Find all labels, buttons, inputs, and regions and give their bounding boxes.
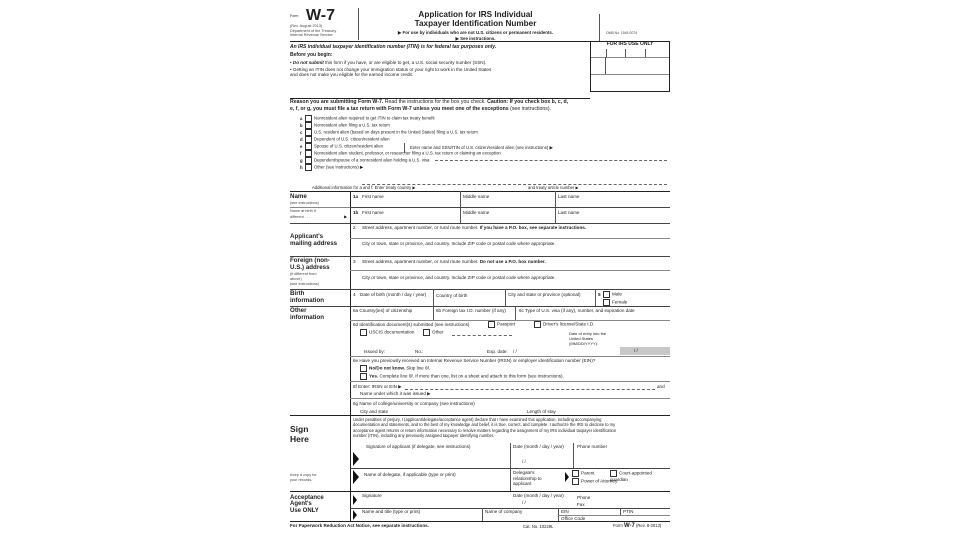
- college-company-field[interactable]: 6g Name of college/university or company (see instructions): [353, 401, 475, 406]
- sign-label-l2: Here: [290, 433, 309, 444]
- omb-divider: [599, 14, 600, 42]
- mailing-street-bold: If you have a P.O. box, see separate instructions.: [479, 225, 587, 230]
- perjury-statement: [353, 417, 669, 438]
- mailing-label-l1: Applicant's: [290, 233, 324, 240]
- agent-bottom-rule: [290, 521, 670, 522]
- phone-number-field[interactable]: Phone number: [577, 444, 608, 449]
- other-bottom-rule: [290, 415, 670, 416]
- other-label-l1: Other: [290, 307, 307, 314]
- footer-form-prefix: Form: [613, 523, 623, 528]
- other-row-rule: [350, 398, 670, 399]
- drivers-license-checkbox[interactable]: [534, 321, 594, 328]
- name-section-sub: (see instructions): [290, 201, 319, 205]
- first-name-1a[interactable]: First name: [362, 194, 384, 199]
- subtitle-line2: ▶ See instructions.: [455, 35, 496, 41]
- exp-date-label: Exp. date:: [487, 349, 508, 354]
- signature-label: Signature of applicant (if delegate, see instructions): [366, 444, 471, 449]
- bullet-ssn-bold: Do not submit: [292, 60, 324, 65]
- checkbox[interactable]: [360, 329, 367, 336]
- irs-box-tick: [606, 49, 607, 57]
- reason-heading-text: Read the instructions for the box you check.: [383, 99, 486, 105]
- ein-field[interactable]: EIN: [561, 509, 569, 514]
- subtitle-line1: ▶ For use by individuals who are not U.S. citizens or permanent residents.: [397, 30, 554, 35]
- length-of-stay-field[interactable]: Length of stay: [527, 409, 556, 414]
- delegate-arrow-icon: [353, 470, 359, 484]
- service: Internal Revenue Service: [290, 33, 333, 37]
- poa-label: Power of Attorney: [581, 478, 618, 484]
- relationship-arrow-icon: [565, 472, 569, 482]
- mailing-city[interactable]: City or town, state or province, and country. Include ZIP code or postal code where appropriate.: [362, 241, 556, 246]
- foreign-street-bold: Do not use a P.O. box number.: [479, 259, 546, 264]
- agent-signature-field[interactable]: Signature: [362, 493, 382, 498]
- other-info-label: [290, 308, 324, 321]
- irs-use-only-box: [590, 41, 670, 92]
- line-4-num: 4: [353, 292, 356, 297]
- passport-label: Passport: [497, 321, 516, 327]
- date-of-birth-field[interactable]: Date of birth (month / day / year): [360, 292, 427, 297]
- sign-col-divider: [573, 443, 574, 469]
- foreign-label: [290, 258, 330, 271]
- foreign-row-rule: [350, 270, 670, 271]
- form-title: [358, 10, 593, 28]
- irs-box-tick: [645, 49, 646, 57]
- birth-label: [290, 291, 324, 304]
- agent-name-title-field[interactable]: Name and title (type or print): [362, 509, 421, 514]
- agent-name-arrow-icon: [353, 510, 357, 520]
- agent-col-divider: [620, 508, 621, 515]
- birth-bottom-rule: [290, 306, 670, 307]
- reason-letter: h: [300, 164, 303, 170]
- middle-name-1a[interactable]: Middle name: [463, 194, 490, 199]
- reason-text: Dependent/spouse of a nonresident alien holding a U.S. visa: [314, 157, 430, 163]
- title-line1: Application for IRS Individual: [418, 10, 533, 19]
- reason-letter: f: [300, 150, 302, 156]
- reason-option-h[interactable]: [300, 164, 363, 171]
- foreign-street-text: Street address, apartment number, or rural route number.: [362, 259, 480, 264]
- checkbox[interactable]: [305, 122, 312, 129]
- guardian-label: Court-appointed guardian: [610, 470, 652, 482]
- no-dont-know-checkbox[interactable]: [360, 365, 430, 372]
- line-5-num: 5: [598, 292, 601, 297]
- doc-number-field[interactable]: No.:: [415, 349, 424, 354]
- birth-label-l2: information: [290, 296, 325, 304]
- date-of-entry-slash: / /: [634, 348, 638, 353]
- perjury-l3: acceptance agent returns or return information necessary to resolve matters regarding the assignment of my IRS individual taxpayer identification: [353, 427, 617, 433]
- name-divider: [290, 207, 350, 208]
- sign-arrow-icon: [353, 452, 359, 466]
- yes-label: Yes.: [369, 373, 379, 379]
- reason-text: Dependent of U.S. citizen/resident alien: [314, 136, 390, 142]
- name-section-label: Name: [290, 193, 307, 200]
- date-of-entry-label: [569, 331, 606, 346]
- bullet-itin-line1: • Getting an ITIN does not change your immigration status or your right to work in the United States: [290, 67, 492, 72]
- relationship-label: Delegate's relationship to applicant: [513, 470, 542, 487]
- date-of-entry-field[interactable]: [620, 347, 670, 355]
- sign-here-label: [290, 425, 309, 445]
- perjury-l1: Under penalties of perjury, I (applicant/delegate/acceptance agent) declare that I have examined this application, including accompanying: [353, 417, 602, 422]
- checkbox[interactable]: [305, 136, 312, 143]
- checkbox[interactable]: [488, 321, 495, 328]
- reason-rule: [290, 191, 670, 192]
- parent-checkbox[interactable]: [572, 470, 595, 477]
- female-checkbox[interactable]: [603, 299, 627, 306]
- issued-name-label: Name under which it was issued ▶: [360, 391, 431, 396]
- de-entry-line[interactable]: [435, 160, 667, 161]
- foreign-label-l2: U.S.) address: [290, 263, 330, 271]
- sign-label-l1: Sign: [290, 424, 309, 434]
- ptin-field[interactable]: PTIN: [623, 509, 634, 514]
- first-name-1b[interactable]: First name: [362, 210, 384, 215]
- bullet-ssn-text: this form if you have, or are eligible to get, a U.S. social security number (SSN).: [323, 60, 487, 65]
- checkbox[interactable]: [360, 373, 367, 380]
- checkbox[interactable]: [305, 115, 312, 122]
- name-at-birth-l2: different . . .: [290, 215, 310, 219]
- male-label: Male: [612, 291, 622, 297]
- checkbox[interactable]: [305, 129, 312, 136]
- foreign-label-l1: Foreign (non-: [290, 257, 330, 264]
- keep-copy-l1: Keep a copy for: [290, 473, 317, 477]
- birth-col-divider: [595, 289, 596, 306]
- irs-use-only-label: FOR IRS USE ONLY: [606, 41, 654, 47]
- perjury-l2: documentation and statements, and to the best of my knowledge and belief, it is true, correct, and complete. I authorize the IRS to disclose to my: [353, 422, 616, 428]
- treaty-country-label: Additional information for a and f: Enter treaty country ▶: [312, 185, 416, 190]
- caution-text: If you check box b, c, d,: [508, 99, 569, 105]
- reason-line2-tail: (see instructions).: [508, 106, 552, 112]
- mailing-bottom-rule: [290, 256, 670, 257]
- sign-bottom-rule: [290, 491, 670, 492]
- reason-text: Spouse of U.S. citizen/resident alien: [314, 143, 384, 149]
- reason-letter: c: [300, 129, 303, 135]
- bullet-ssn: • Do not submit this form if you have, or are eligible to get, a U.S. social security number (SSN).: [290, 60, 487, 65]
- reason-option-c[interactable]: [300, 129, 478, 136]
- reason-text: Nonresident alien filing a U.S. tax return: [314, 122, 390, 128]
- irsn-ein-label: 6f Enter: IRSN or EIN ▶: [353, 384, 402, 389]
- sign-row-rule: [350, 468, 670, 469]
- parent-label: Parent: [581, 470, 595, 476]
- foreign-sub-l1: (if different from: [290, 272, 317, 276]
- reason-letter: a: [300, 115, 303, 121]
- other-col-divider: [515, 306, 516, 320]
- company-name-field[interactable]: Name of company: [485, 509, 523, 514]
- agent-label-l3: Use ONLY: [290, 507, 319, 514]
- agent-date-field[interactable]: / /: [522, 500, 526, 505]
- irsn-ein-entry-line[interactable]: [405, 389, 655, 390]
- yes-rest: Complete line 6f. If more than one, list on a sheet and attach to this form (see instructions).: [378, 373, 564, 379]
- no-dont-know-rest: Skip line 6f.: [405, 365, 431, 371]
- line-3-num: 3: [353, 259, 356, 264]
- keep-copy-l2: your records.: [290, 478, 313, 482]
- middle-name-1b[interactable]: Middle name: [463, 210, 490, 215]
- guardian-checkbox[interactable]: [610, 470, 670, 483]
- sign-col-divider: [510, 443, 511, 491]
- other-label-l2: information: [290, 313, 325, 321]
- other-row-rule: [350, 381, 670, 382]
- checkbox[interactable]: [603, 299, 610, 306]
- drivers-license-label: Driver's license/State I.D.: [543, 321, 595, 327]
- revision-date: (Rev. August 2013): [290, 24, 323, 28]
- sign-date-label: Date (month / day / year): [513, 444, 564, 449]
- irs-box-rule: [591, 57, 669, 58]
- birth-label-l1: Birth: [290, 290, 305, 297]
- uscis-checkbox[interactable]: [360, 329, 414, 336]
- foreign-sub-l3: (see instructions): [290, 281, 319, 286]
- mailing-street-text: Street address, apartment number, or rural route number.: [362, 225, 480, 230]
- irs-box-tick: [625, 49, 626, 57]
- agent-col-divider: [482, 508, 483, 521]
- form-subtitle: [358, 30, 593, 41]
- acceptance-agent-label: [290, 495, 324, 514]
- reason-line2: [290, 106, 551, 113]
- last-name-1b[interactable]: Last name: [558, 210, 580, 215]
- entry-l3: (MM/DD/YYYY):: [569, 341, 599, 346]
- line-1a-num: 1a: [353, 194, 359, 199]
- reason-letter: g: [300, 157, 303, 163]
- checkbox[interactable]: [305, 150, 312, 157]
- applicant-signature-field[interactable]: [362, 452, 507, 466]
- country-of-birth-field[interactable]: Country of birth: [436, 293, 468, 298]
- irs-box-rule: [591, 74, 669, 75]
- checkbox[interactable]: [572, 470, 579, 477]
- foreign-bottom-rule: [290, 289, 670, 290]
- other-row-rule: [350, 356, 670, 357]
- foreign-tax-id-field[interactable]: 6b Foreign tax I.D. number (if any): [436, 308, 506, 313]
- sign-date-field[interactable]: / /: [522, 459, 526, 464]
- foreign-sub: [290, 272, 319, 287]
- exp-date-field[interactable]: / /: [513, 349, 517, 354]
- reason-line2-text: e, f, or g, you must file a tax return with Form W-7 unless you meet one of the exceptions: [290, 106, 509, 112]
- reason-text: Nonresident alien required to get ITIN to claim tax treaty benefit: [314, 115, 435, 121]
- female-label: Female: [612, 299, 628, 305]
- reason-letter: b: [300, 122, 303, 128]
- agent-fax-field[interactable]: Fax: [577, 502, 585, 507]
- before-you-begin: Before you begin:: [290, 52, 333, 58]
- checkbox[interactable]: [603, 291, 610, 298]
- mailing-label: [290, 234, 337, 247]
- visa-field[interactable]: 6c Type of U.S. visa (if any), number, and expiration date: [519, 308, 635, 313]
- last-name-1a[interactable]: Last name: [558, 194, 580, 199]
- form-number: W-7: [306, 7, 336, 24]
- arrow-icon: ▶: [344, 214, 348, 219]
- de-bracket: [404, 143, 405, 153]
- itin-notice: An IRS individual taxpayer identification number (ITIN) is for federal tax purposes only.: [290, 44, 497, 50]
- title-line2: Taxpayer Identification Number: [414, 19, 537, 29]
- checkbox[interactable]: [305, 157, 312, 164]
- birth-col-divider: [433, 289, 434, 306]
- irs-box-divider: [605, 57, 606, 74]
- reason-heading: [290, 99, 670, 106]
- name-at-birth-l1: Name at birth if: [290, 209, 316, 213]
- checkbox[interactable]: [572, 478, 579, 485]
- footer-form-id: [613, 523, 661, 531]
- department: Department of the Treasury: [290, 29, 337, 33]
- bullet-itin-line2: and does not make you eligible for the earned income credit.: [290, 72, 414, 77]
- catalog-number: Cat. No. 10229L: [523, 524, 554, 529]
- omb-number: OMB No. 1545-0074: [606, 31, 638, 35]
- caution-label: Caution:: [487, 99, 509, 105]
- other-col-divider: [433, 306, 434, 320]
- foreign-sub-l2: above): [290, 276, 302, 281]
- reason-text: Other (see instructions) ▶: [314, 164, 364, 170]
- footer-form-number: W-7: [623, 523, 635, 529]
- other-doc-checkbox[interactable]: [423, 329, 444, 336]
- perjury-l4: number (ITIN), including any previously assigned taxpayer identifying number.: [353, 432, 495, 438]
- agent-label-l2: Agent's: [290, 501, 312, 508]
- yes-checkbox[interactable]: [360, 373, 564, 380]
- poa-checkbox[interactable]: [572, 478, 617, 485]
- reason-option-b[interactable]: [300, 122, 390, 129]
- reason-text: U.S. resident alien (based on days present in the United States) filing a U.S. tax return: [314, 129, 478, 135]
- agent-phone-field[interactable]: Phone: [577, 495, 591, 500]
- checkbox[interactable]: [610, 470, 617, 477]
- reason-letter: e: [300, 143, 303, 149]
- reason-option-f[interactable]: [300, 150, 501, 157]
- mailing-street[interactable]: [362, 225, 586, 231]
- city-of-birth-field[interactable]: City and state or province (optional): [508, 292, 581, 297]
- name-bottom-rule: [290, 223, 670, 224]
- reason-letter: d: [300, 136, 303, 142]
- uscis-label: USCIS documentation: [369, 329, 415, 335]
- checkbox[interactable]: [423, 329, 430, 336]
- office-code-field[interactable]: Office Code: [561, 516, 586, 521]
- reason-option-a[interactable]: [300, 115, 435, 122]
- reason-option-g[interactable]: [300, 157, 429, 164]
- mailing-row-rule: [350, 238, 670, 239]
- de-instruction: Enter name and SSN/ITIN of U.S. citizen/resident alien (see instructions) ▶: [410, 145, 553, 150]
- checkbox[interactable]: [305, 143, 312, 150]
- reason-text: Nonresident alien student, professor, or researcher filing a U.S. tax return or claiming an exception: [314, 150, 501, 156]
- citizenship-field[interactable]: 6a Country(ies) of citizenship: [353, 308, 413, 313]
- form-prefix: Form: [290, 14, 299, 18]
- delegate-name-field[interactable]: Name of delegate, if applicable (type or print): [364, 472, 456, 477]
- checkbox[interactable]: [360, 365, 367, 372]
- irsn-question: 6e Have you previously received an Internal Revenue Service Number (IRSN) or employer identification number (EIN)?: [353, 358, 596, 363]
- agent-date-label: Date (month / day / year): [513, 493, 564, 498]
- entry-l1: Date of entry into the: [569, 331, 607, 336]
- footer-rev: (Rev. 8-2013): [636, 523, 662, 528]
- irsn-and: and: [657, 384, 665, 389]
- other-doc-entry-line[interactable]: [452, 335, 512, 336]
- foreign-city[interactable]: City or town, state or province, and country. Include ZIP code or postal code where appropriate.: [362, 275, 556, 280]
- id-docs-label: 6d Identification document(s) submitted (see instructions): [353, 322, 470, 327]
- checkbox[interactable]: [534, 321, 541, 328]
- name-row-rule: [350, 207, 670, 208]
- reason-heading-bold: Reason you are submitting Form W-7.: [290, 99, 384, 105]
- foreign-street[interactable]: [362, 259, 546, 265]
- reason-option-e[interactable]: [300, 143, 383, 150]
- mailing-label-l2: mailing address: [290, 239, 338, 247]
- male-checkbox[interactable]: [603, 291, 622, 298]
- agent-signature-arrow-icon: [353, 495, 357, 505]
- line-2-num: 2: [353, 225, 356, 230]
- reason-option-d[interactable]: [300, 136, 389, 143]
- entry-l2: United States: [569, 336, 594, 341]
- other-doc-label: Other: [432, 329, 444, 335]
- issued-by-field[interactable]: Issued by:: [364, 349, 385, 354]
- agent-label-l1: Acceptance: [290, 495, 324, 501]
- no-dont-know-label: No/Do not know.: [369, 365, 406, 371]
- line-1b-num: 1b: [353, 210, 359, 215]
- form-w7-page: [290, 8, 670, 536]
- checkbox[interactable]: [305, 164, 312, 171]
- treaty-article-label: and treaty article number ▶: [528, 185, 579, 190]
- paperwork-notice: For Paperwork Reduction Act Notice, see separate instructions.: [290, 523, 429, 528]
- birth-col-divider: [505, 289, 506, 306]
- passport-checkbox[interactable]: [488, 321, 515, 328]
- city-state-field[interactable]: City and state: [360, 409, 389, 414]
